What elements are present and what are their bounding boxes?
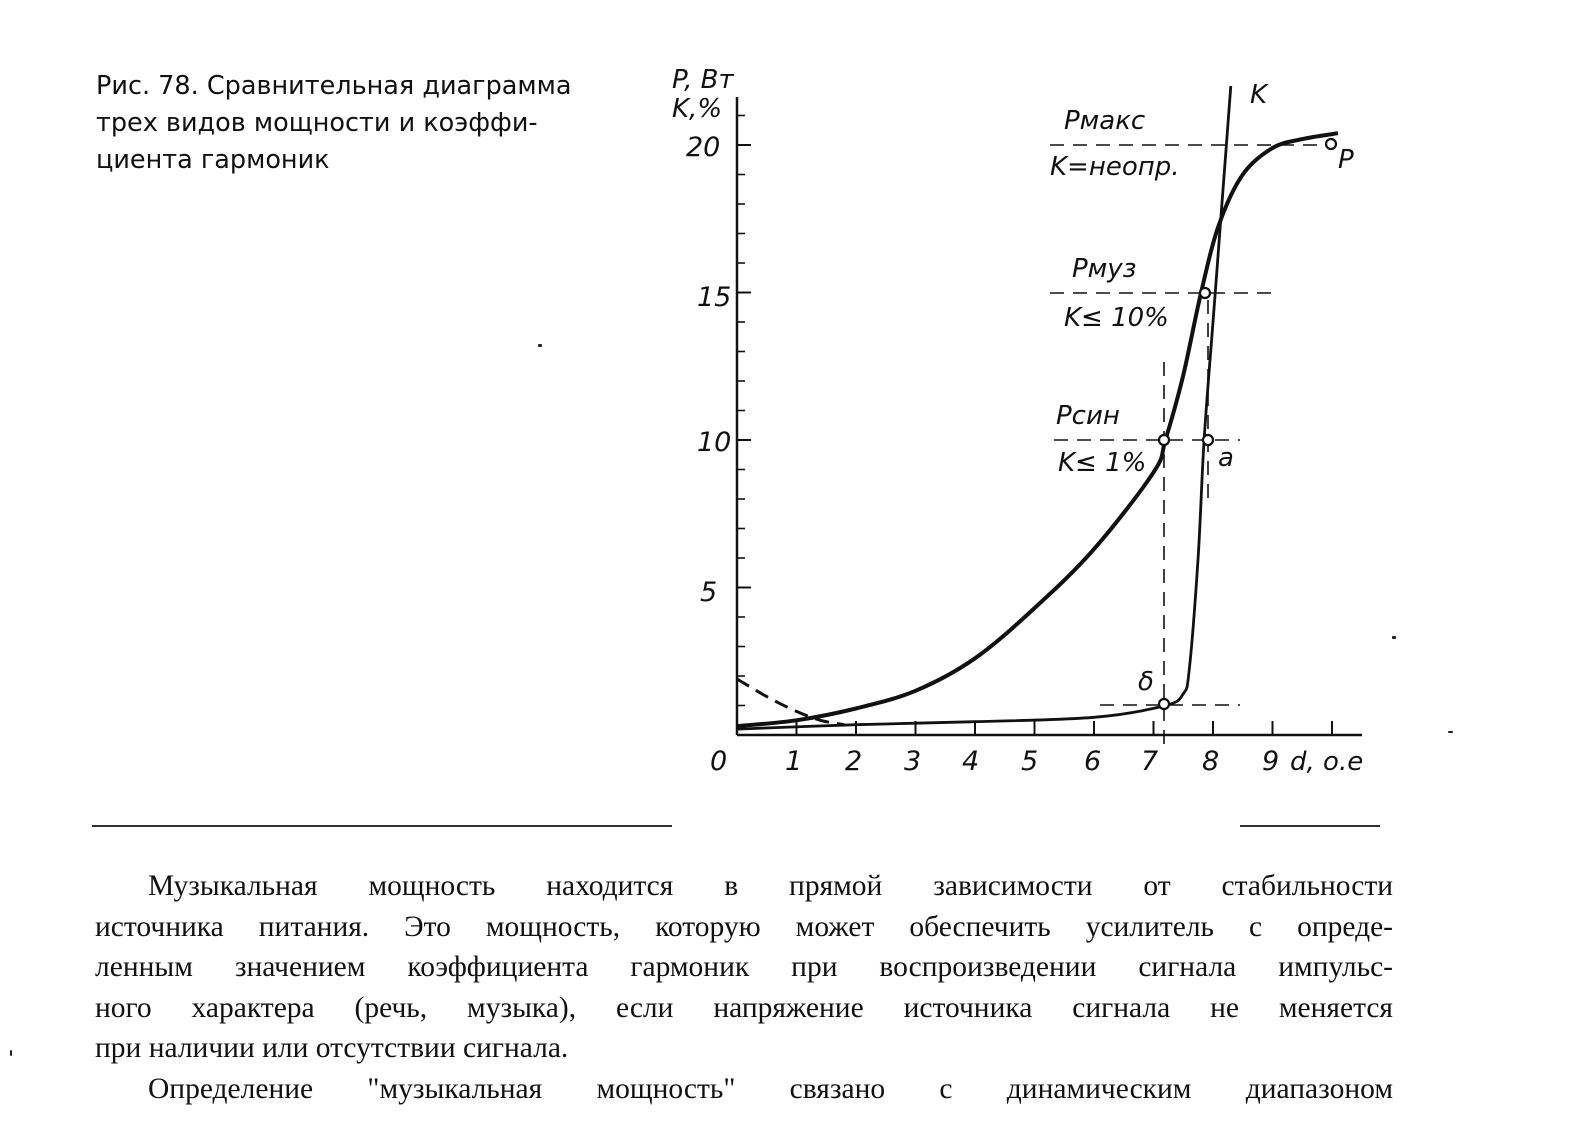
x-tick-label: 0 — [710, 746, 728, 777]
caption-line: циента гармоник — [96, 145, 330, 175]
scan-speck — [10, 1050, 12, 1056]
x-tick-label: 4 — [962, 746, 980, 777]
x-tick-label: 6 — [1084, 746, 1102, 777]
body-text — [95, 866, 1393, 1109]
x-tick-label: 1 — [785, 746, 803, 777]
text-line: Музыкальная мощность находится в прямой зависимости от стабильности — [148, 870, 1393, 902]
y-tick-label: 5 — [700, 577, 718, 608]
scan-speck — [1448, 731, 1453, 733]
series-dashed-curve — [737, 679, 844, 725]
x-tick-label: 5 — [1021, 746, 1039, 777]
annotation-pmax-label: Pмакс — [1064, 106, 1146, 136]
separator-rule — [1240, 825, 1380, 827]
y-tick-label: 10 — [697, 427, 732, 458]
series-p-curve — [737, 133, 1338, 726]
y-tick-label: 20 — [686, 132, 721, 163]
y-axis-label-k: K,% — [672, 94, 723, 124]
x-tick-label: 3 — [904, 746, 922, 777]
paragraph — [95, 1069, 1393, 1110]
caption-line: трех видов мощности и коэффи- — [96, 108, 538, 138]
x-tick-label: 9 — [1262, 746, 1280, 777]
annotation-psin-condition: K≤ 1% — [1058, 448, 1147, 478]
separator-rule — [92, 825, 672, 827]
annotation-pmax-condition: K=неопр. — [1050, 152, 1180, 182]
caption-line: Рис. 78. Сравнительная диаграмма — [96, 71, 572, 101]
x-tick-label: 8 — [1202, 746, 1220, 777]
text-line: Определение "музыкальная мощность" связано с динамическим диапазоном — [148, 1072, 1393, 1105]
x-tick-label: 2 — [845, 746, 863, 777]
annotation-pmuz-label: Pмуз — [1072, 254, 1137, 284]
paragraph — [95, 866, 1393, 1069]
text-line: ного характера (речь, музыка), если напряжение источника сигнала не меняется — [95, 991, 1393, 1024]
point-p — [1326, 139, 1336, 149]
series-k-curve — [737, 86, 1231, 729]
y-minor-ticks — [737, 116, 751, 706]
text-line: ленным значением коэффициента гармоник при воспроизведении сигнала импульс- — [95, 951, 1393, 983]
x-tick-label: 7 — [1141, 746, 1159, 777]
label-a-point: a — [1218, 443, 1234, 473]
annotation-psin-label: Pсин — [1056, 401, 1120, 431]
point-pmuz — [1200, 288, 1210, 298]
scan-speck — [538, 344, 542, 347]
y-tick-label: 15 — [697, 282, 732, 313]
point-b — [1159, 699, 1169, 709]
y-axis-label-power: P, Вт — [672, 65, 734, 95]
x-axis-label: d, o.e — [1290, 747, 1364, 777]
text-line: при наличии или отсутствии сигнала. — [95, 1032, 569, 1064]
point-psin — [1159, 435, 1169, 445]
annotation-pmuz-condition: K≤ 10% — [1064, 303, 1169, 333]
label-p-point: P — [1338, 145, 1354, 175]
point-a — [1203, 435, 1213, 445]
label-b-point: δ — [1138, 667, 1154, 697]
text-line: источника питания. Это мощность, которую может обеспечить усилитель с опреде- — [95, 910, 1393, 943]
label-k-curve: K — [1250, 80, 1268, 110]
scan-speck — [1392, 636, 1396, 639]
